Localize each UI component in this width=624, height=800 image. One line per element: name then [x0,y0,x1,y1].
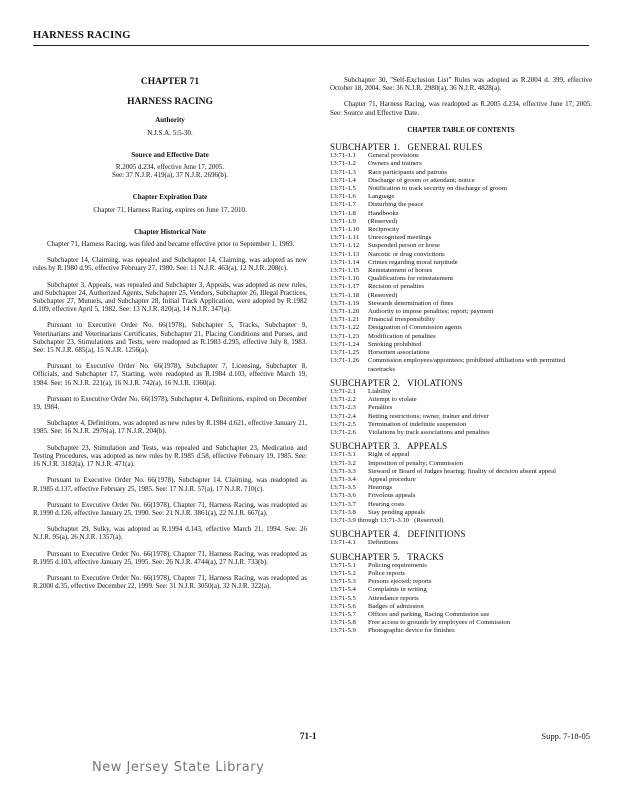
section-title: Race participants and patrons [368,168,447,176]
section-number: 13:71-1.1 [330,152,356,160]
section-title: Suspended person or horse [368,242,440,250]
section-title: Designation of Commission agents [368,324,462,332]
section-number: 13:71-2.4 [330,412,356,420]
section-title: Notification to track security on discharge of groom [368,185,507,193]
section-title: Stewards determination of fines [368,299,454,307]
table-of-contents [330,143,592,636]
intro-paragraph: Subchapter 30, "Self-Exclusion List" Rules was adopted as R.2004 d. 399, effective October 18, 2004. See: 36 N.J.R. 2980(a), 36 N.J.R. 4828(a). [330,76,592,93]
section-title: Frivolous appeals [368,492,416,500]
section-title: Unrecognized meetings [368,234,432,242]
expiration-text: Chapter 71, Harness Racing, expires on June 17, 2010. [93,205,247,214]
toc-entry [330,333,592,341]
section-title: Stay pending appeals [368,508,425,516]
history-paragraph: Pursuant to Executive Order No. 66(1978), Chapter 71, Harness Racing, was readopted as R.1990 d.126, effective January 25, 1990. See: 21 N.J.R. 3861(a), 22 N.J.R. 667(a). [33,500,307,517]
section-title: Disturbing the peace [368,201,424,209]
section-number: 13:71-1.2 [330,160,356,168]
section-title: Reciprocity [368,226,400,234]
library-stamp: New Jersey State Library [92,760,265,775]
chapter-title: HARNESS RACING [127,97,213,108]
toc-entry [330,586,592,594]
section-title: Termination of indefinite suspension [368,420,467,428]
section-title: Complaints in writing [368,586,427,594]
toc-entry [330,292,592,300]
section-number: 13:71-5.5 [330,594,356,602]
section-number: 13:71-5.6 [330,602,356,610]
subchapter-heading: SUBCHAPTER 5. TRACKS [330,551,445,562]
section-number: 13:71-3.8 [330,508,356,516]
toc-entry [330,404,592,412]
section-number: 13:71-4.1 [330,539,356,547]
toc-entry [330,619,592,627]
section-title: Persons ejected; reports [368,578,432,586]
section-number: 13:71-5.2 [330,569,356,577]
history-paragraph: Pursuant to Executive Order No. 66(1978), Subchapter 5, Tracks, Subchapter 9, Veterinarians and Veterinarians Certificates, Subchapter 21, Placing Conditions and Purses, and Subchapter 23, Stimulations and Tests, were readopted as R.1983 d.295, effective July 8, 1983. See: 15 N.J.R. 685(a), 15 N.J.R. 1256(a). [33,321,307,355]
toc-entry [330,570,592,578]
toc-entry [330,242,592,250]
toc-subchapter [330,143,592,374]
section-title: Qualifications for reinstatement [368,275,454,283]
section-number: 13:71-1.21 [330,316,360,324]
section-number: 13:71-5.4 [330,586,356,594]
toc-subchapter [330,553,592,636]
section-title: Hearings [368,484,393,492]
section-title: Modification of penalties [368,332,436,340]
source-heading: Source and Effective Date [131,150,209,159]
history-paragraph: Pursuant to Executive Order No. 66(1978), Subchapter 4, Definitions, expired on December 19, 1984. [33,394,307,412]
section-number: 13:71-2.6 [330,428,356,436]
intro-paragraph: Chapter 71, Harness Racing, was readopted as R.2005 d.234, effective June 17, 2005. See: Source and Effective Date. [330,100,592,117]
toc-entry [330,300,592,308]
toc-entry [330,501,592,509]
toc-entry [330,210,592,218]
history-paragraph: Subchapter 23, Stimulation and Tests, was repealed and Subchapter 23, Medication and Testing Procedures, was adopted as new rules by R.1985 d.58, effective February 19, 1985. See: 16 N.J.R. 3182(a), 17 N.J.R. 471(a). [33,443,307,469]
section-number: 13:71-2.2 [330,396,356,404]
section-number: 13:71-3.6 [330,492,356,500]
history-paragraph: Subchapter 14, Claiming, was repealed and Subchapter 14, Claiming, was adopted as new rules by R.1980 d.95, effective February 27, 1980. See: 11 N.J.R. 463(a), 12 N.J.R. 208(c). [33,256,307,273]
section-title: Offices and parking, Racing Commission use [368,610,490,618]
history-paragraph: Chapter 71, Harness Racing, was filed and became effective prior to September 1, 1969. [47,240,295,249]
chapter-number: CHAPTER 71 [140,77,200,87]
history-paragraph: Pursuant to Executive Order No. 66(1978), Chapter 71, Harness Racing, was readopted as R.2000 d.35, effective December 22, 1999. See: 31 N.J.R. 3050(a), 32 N.J.R. 322(a). [33,573,307,591]
toc-entry [330,484,592,492]
section-title: Horsemen associations [368,349,430,357]
section-title: Right of appeal [368,451,410,459]
toc-entry [330,603,592,611]
header-rule [33,45,589,46]
toc-entry [330,251,592,259]
toc-entry [330,451,592,459]
toc-entry [330,421,592,429]
toc-entry [330,578,592,586]
toc-entry [330,341,592,349]
running-header: HARNESS RACING [33,30,131,41]
section-number: 13:71-5.7 [330,610,356,618]
toc-entry [330,349,592,357]
section-number: 13:71-5.8 [330,619,356,627]
section-title: Authority to impose penalties; report; payment [368,308,494,316]
section-title: Language [368,193,395,201]
section-number: 13:71-5.3 [330,578,356,586]
toc-entry [330,201,592,209]
section-title: Reinstatement of horses [368,267,433,275]
toc-entry [330,226,592,234]
toc-entry [330,234,592,242]
section-title: Narcotic or drug convictions [368,250,445,258]
toc-entry [330,476,592,484]
section-number: 13:71-1.20 [330,308,360,316]
subchapter-heading: SUBCHAPTER 2. VIOLATIONS [330,377,463,388]
section-title: Commission employees/appointees; prohibited affiliations with permitted racetracks [368,357,565,373]
toc-entry [330,509,592,517]
section-title: Discharge of groom or attendant; notice [368,176,475,184]
section-title: Photographic device for finishes [368,627,455,635]
section-number: 13:71-1.22 [330,324,360,332]
right-column [330,76,592,641]
section-title: Badges of admission [368,602,424,610]
section-title: Free access to grounds by employees of Commission [368,619,511,627]
toc-entry [330,218,592,226]
toc-subchapter [330,379,592,437]
expiration-heading: Chapter Expiration Date [132,193,208,202]
section-number: 13:71-3.4 [330,475,356,483]
section-number: 13:71-1.6 [330,193,356,201]
section-number: 13:71-1.9 [330,217,356,225]
history-notes [33,240,307,590]
left-column [33,76,307,598]
section-number: 13:71-1.23 [330,332,360,340]
toc-title: CHAPTER TABLE OF CONTENTS [407,126,515,134]
section-title: Penalties [368,404,393,412]
toc-entry [330,396,592,404]
section-title: Crimes regarding moral turpitude [368,258,458,266]
section-number: 13:71-1.25 [330,349,360,357]
toc-entry [330,492,592,500]
history-heading: Chapter Historical Note [134,227,206,236]
toc-entry [330,152,592,160]
section-number: 13:71-1.8 [330,209,356,217]
section-title: Betting restrictions; owner, trainer and driver [368,412,489,420]
section-number: 13:71-3.2 [330,459,356,467]
toc-entry [330,160,592,168]
authority-text: N.J.S.A. 5:5-30. [147,128,193,137]
supplement-date: Supp. 7-18-05 [541,731,590,741]
section-number: 13:71-1.17 [330,283,360,291]
toc-entry [330,283,592,291]
toc-entry [330,357,592,373]
section-title: Definitions [368,539,399,547]
intro-notes [330,76,592,117]
toc-entry [330,316,592,324]
section-title: Liability [368,387,392,395]
section-title: Smoking prohibited [368,340,422,348]
section-title: Policing requirements [368,561,427,569]
toc-subchapter [330,530,592,547]
toc-entry [330,595,592,603]
section-number: 13:71-1.5 [330,185,356,193]
section-title: (Reserved) [368,217,398,225]
section-title: Steward or Board of Judges hearing; finality of decision absent appeal [368,467,556,475]
toc-entry [330,388,592,396]
history-paragraph: Pursuant to Executive Order No. 66(1978), Chapter 71, Harness Racing, was readopted as R.1995 d.103, effective January 25, 1995. See: 26 N.J.R. 4744(a), 27 N.J.R. 733(b). [33,549,307,566]
toc-subchapter [330,442,592,525]
page-number: 71-1 [300,731,317,741]
history-paragraph: Pursuant to Executive Order No. 66(1978), Subchapter 14, Claiming, was readopted as R.1985 d.137, effective February 25, 1985. See: 17 N.J.R. 57(a), 17 N.J.R. 710(c). [33,476,307,493]
history-paragraph: Subchapter 3, Appeals, was repealed and Subchapter 3, Appeals, was adopted as new rules, and Subchapter 24, Authorized Agents, Subchapter 25, Vendors, Subchapter 26, Illegal Practices, Subchapter 27, Mutuels, and Subchapter 28, Initial Track Application, were adopted by R.1982 d.109, effective April 5, 1982. See: 13 N.J.R. 820(a), 14 N.J.R. 347(a). [33,280,307,314]
section-number: 13:71-1.10 [330,226,360,234]
toc-entry [330,275,592,283]
section-number: 13:71-2.1 [330,387,356,395]
history-paragraph: Subchapter 29, Sulky, was adopted as R.1994 d.143, effective March 21, 1994. See: 26 N.J.R. 95(a), 26 N.J.R. 1357(a). [33,525,307,542]
toc-entry [330,611,592,619]
section-title: Violations by track associations and penalties [368,428,490,436]
toc-entry [330,193,592,201]
toc-entry [330,259,592,267]
source-text: R.2005 d.234, effective June 17, 2005. See: 37 N.J.R. 419(a), 37 N.J.R. 2696(b). [112,163,228,180]
subchapter-heading: SUBCHAPTER 4. DEFINITIONS [330,529,466,540]
section-title: Attempt to violate [368,396,417,404]
history-paragraph: Subchapter 4, Definitions, was adopted as new rules by R.1984 d.621, effective January 21, 1985. See: 16 N.J.R. 2976(a), 17 N.J.R. 204(b). [33,419,307,436]
section-number: 13:71-1.12 [330,242,360,250]
toc-entry [330,429,592,437]
section-number: 13:71-1.16 [330,275,360,283]
section-title: (Reserved) [368,291,398,299]
section-number: 13:71-3.3 [330,467,356,475]
toc-entry [330,562,592,570]
toc-entry [330,627,592,635]
section-number: 13:71-1.24 [330,340,360,348]
section-number: 13:71-5.1 [330,561,356,569]
section-number: 13:71-1.4 [330,176,356,184]
section-number: 13:71-1.19 [330,299,360,307]
section-title: Owners and trainers [368,160,422,168]
section-title: Recision of penalties [368,283,425,291]
authority-heading: Authority [155,116,185,125]
toc-entry [330,185,592,193]
section-number: 13:71-1.7 [330,201,356,209]
toc-entry [330,539,592,547]
section-title: Handbooks [368,209,399,217]
section-number: 13:71-1.14 [330,258,360,266]
section-number: 13:71-2.3 [330,404,356,412]
section-title: General provisions [368,152,419,160]
toc-entry [330,324,592,332]
section-number: 13:71-3.7 [330,500,356,508]
subchapter-heading: SUBCHAPTER 3. APPEALS [330,441,448,452]
section-number: 13:71-1.3 [330,168,356,176]
section-title: 13:71-3.9 through 13:71-3.10 (Reserved) [330,516,444,524]
section-number: 13:71-1.13 [330,250,360,258]
section-title: Financial irresponsibility [368,316,436,324]
section-number: 13:71-1.26 [330,357,360,365]
section-title: Hearing costs [368,500,405,508]
history-paragraph: Pursuant to Executive Order No. 66(1978), Subchapter 7, Licensing, Subchapter 8, Officials, and Subchapter 17, Starting, were readopted as R.1984 d.103, effective March 19, 1984. See: 16 N.J.R. 221(a), 16 N.J.R. 742(a), 16 N.J.R. 1360(a). [33,362,307,387]
subchapter-heading: SUBCHAPTER 1. GENERAL RULES [330,142,483,153]
toc-entry [330,177,592,185]
section-title: Imposition of penalty; Commission [368,459,463,467]
toc-entry [330,468,592,476]
section-number: 13:71-5.9 [330,627,356,635]
toc-entry [330,267,592,275]
section-number: 13:71-3.5 [330,484,356,492]
section-number: 13:71-2.5 [330,420,356,428]
section-number: 13:71-3.1 [330,451,356,459]
toc-entry [330,517,592,525]
toc-entry [330,308,592,316]
toc-entry [330,169,592,177]
section-number: 13:71-1.15 [330,267,360,275]
toc-entry [330,413,592,421]
section-number: 13:71-1.11 [330,234,359,242]
section-number: 13:71-1.18 [330,291,360,299]
section-title: Police reports [368,569,405,577]
section-title: Appeal procedure [368,475,416,483]
toc-entry [330,460,592,468]
section-title: Attendance reports [368,594,419,602]
